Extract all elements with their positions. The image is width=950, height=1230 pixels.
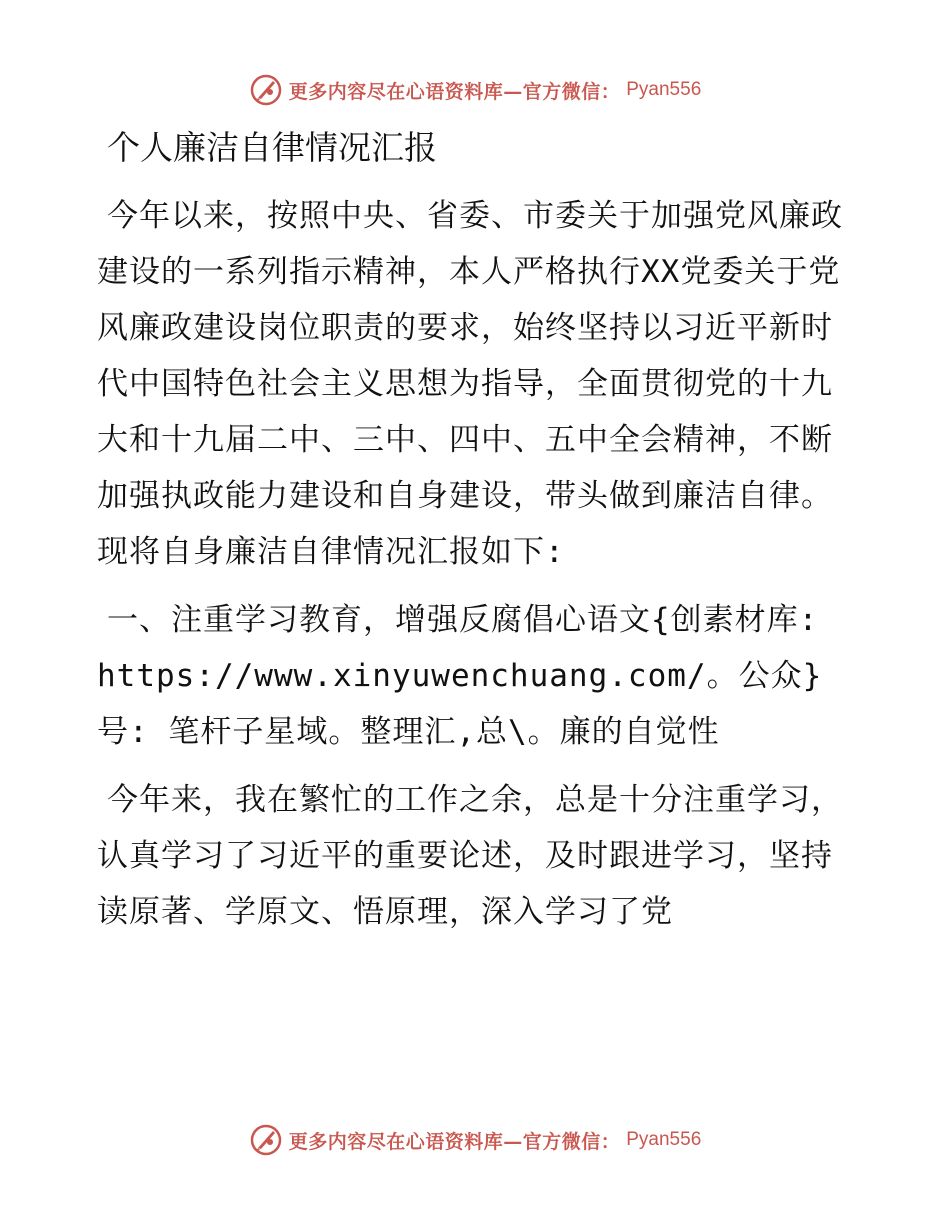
document-body bbox=[97, 120, 857, 952]
footer-banner bbox=[0, 1120, 950, 1160]
header-banner bbox=[0, 70, 950, 110]
quill-logo-icon bbox=[249, 73, 283, 107]
footer-banner-content bbox=[249, 1123, 702, 1157]
quill-logo-icon bbox=[249, 1123, 283, 1157]
header-banner-text: 更多内容尽在心语资料库—官方微信： bbox=[288, 80, 621, 103]
paragraph-intro: 今年以来，按照中央、省委、市委关于加强党风廉政建设的一系列指示精神，本人严格执行XX党委关于党风廉政建设岗位职责的要求，始终坚持以习近平新时代中国特色社会主义思想为指导，全面贯彻党的十九大和十九届二中、三中、四中、五中全会精神，不断加强执政能力建设和自身建设，带头做到廉洁自律。现将自身廉洁自律情况汇报如下: bbox=[97, 198, 843, 570]
footer-banner-wechat-id: Pyan556 bbox=[626, 1129, 702, 1150]
paragraph-section-body-1: 今年来，我在繁忙的工作之余，总是十分注重学习，认真学习了习近平的重要论述，及时跟进学习，坚持读原著、学原文、悟原理，深入学习了党 bbox=[97, 782, 843, 930]
footer-banner-text: 更多内容尽在心语资料库—官方微信： bbox=[288, 1130, 621, 1153]
paragraph-section-heading-1: 一、注重学习教育，增强反腐倡心语文{创素材库: https://www.xinyuwenchuang.com/。公众}号: 笔杆子星域。整理汇,总\。廉的自觉性 bbox=[97, 602, 823, 750]
header-banner-content bbox=[249, 73, 702, 107]
document-title: 个人廉洁自律情况汇报 bbox=[107, 128, 437, 167]
header-banner-wechat-id: Pyan556 bbox=[626, 79, 702, 100]
